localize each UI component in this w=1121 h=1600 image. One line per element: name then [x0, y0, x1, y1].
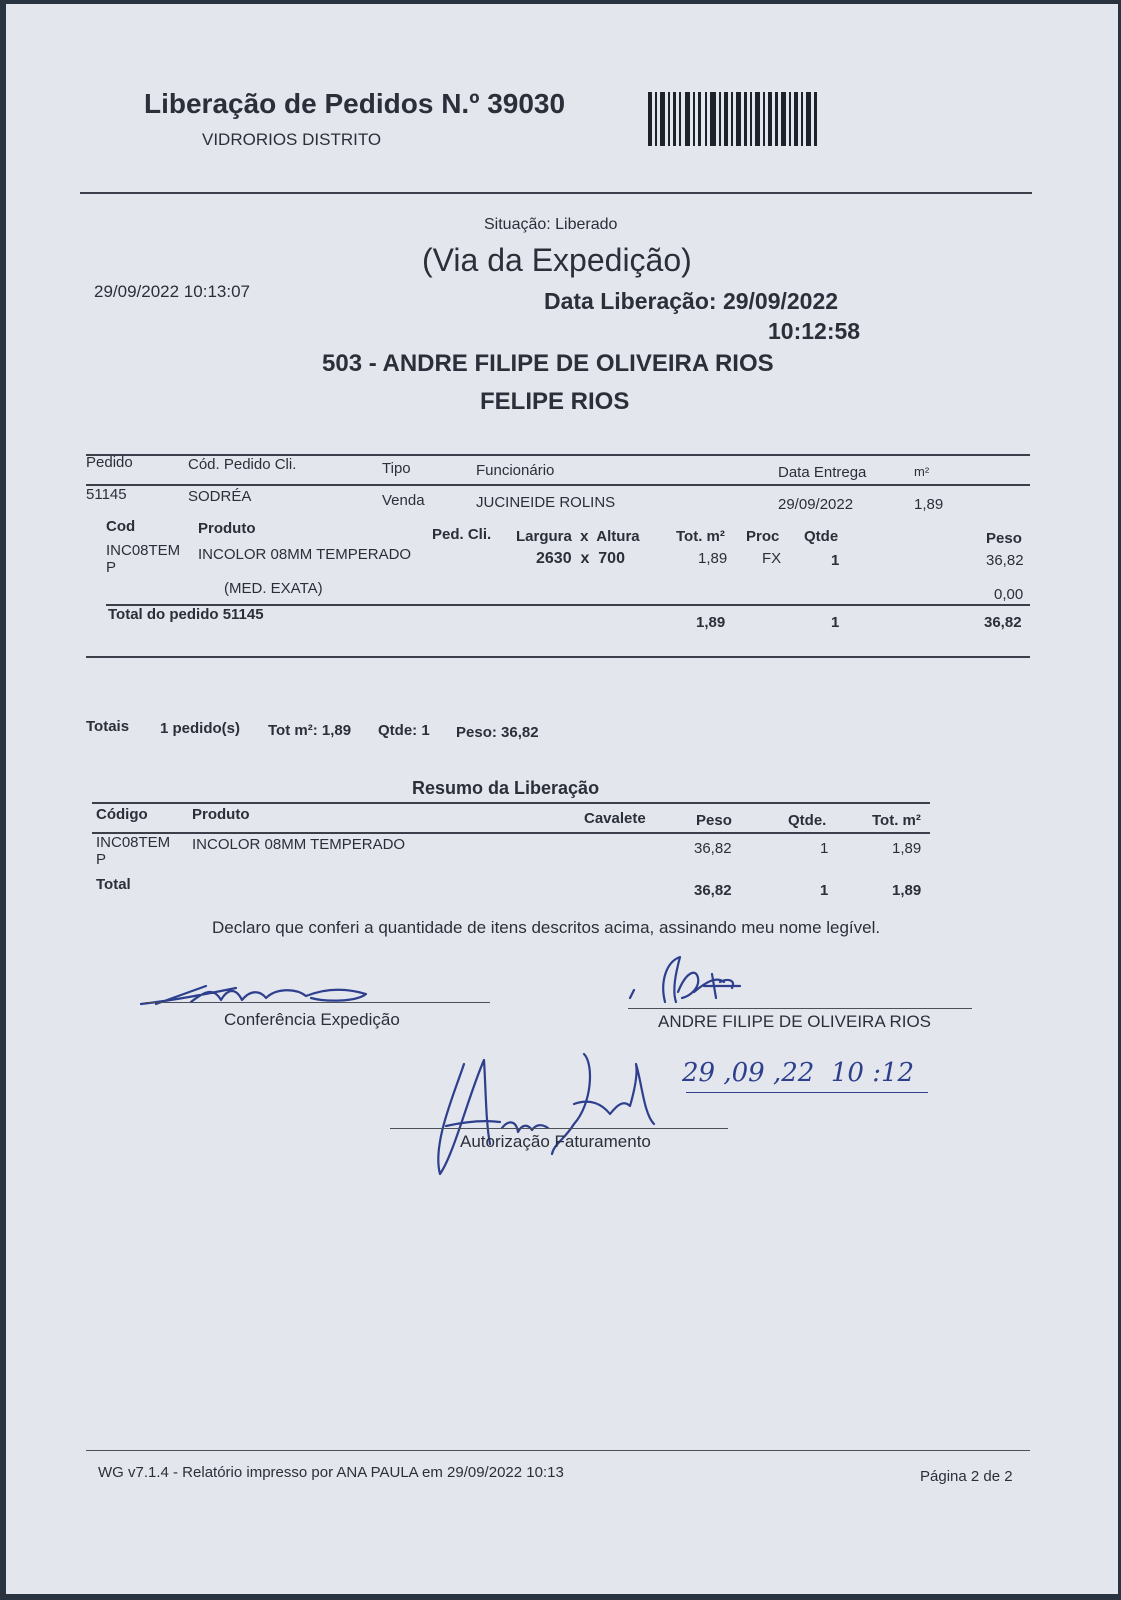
conferencia-signature-icon: [136, 980, 386, 1010]
totals-pedidos: 1 pedido(s): [160, 720, 241, 737]
order-tipo: Venda: [382, 492, 425, 509]
col-header-data-entrega: Data Entrega: [778, 464, 867, 481]
order-pedido: 51145: [86, 486, 127, 503]
client-signature-icon: [620, 952, 750, 1012]
item-cod-line1: INC08TEM: [106, 542, 181, 559]
handwritten-date: 29 ,09 ,22 10 :12: [682, 1058, 915, 1088]
order-cod-cli: SODRÉA: [188, 488, 252, 505]
client-signature-line: [628, 1008, 972, 1009]
company-name: VIDRORIOS DISTRITO: [202, 130, 382, 149]
item-largura-altura: 2630 x 700: [536, 550, 625, 567]
item-cod: [106, 542, 180, 576]
document-page: [6, 4, 1118, 1594]
item-header-cod: Cod: [106, 518, 136, 535]
declaration-text: Declaro que conferi a quantidade de itens descritos acima, assinando meu nome legível.: [212, 918, 881, 937]
header-divider: [80, 192, 1032, 194]
client-name: 503 - ANDRE FILIPE DE OLIVEIRA RIOS: [322, 350, 774, 377]
item-proc: FX: [762, 550, 782, 567]
item-header-peso: Peso: [986, 530, 1022, 547]
item-note-peso: 0,00: [994, 586, 1024, 603]
summary-header-rule: [92, 832, 930, 834]
item-header-proc: Proc: [746, 528, 780, 545]
order-data-entrega: 29/09/2022: [778, 496, 854, 513]
item-header-ped-cli: Ped. Cli.: [432, 526, 492, 543]
hora-liberacao: 10:12:58: [768, 318, 861, 344]
item-header-produto: Produto: [198, 520, 256, 537]
order-total-qtde: 1: [831, 614, 840, 631]
totals-label: Totais: [86, 718, 130, 735]
summary-codigo-line2: P: [96, 851, 107, 868]
item-note: (MED. EXATA): [224, 580, 323, 597]
footer-rule: [86, 1450, 1030, 1451]
summary-header-codigo: Código: [96, 806, 148, 823]
item-peso: 36,82: [986, 552, 1024, 569]
summary-qtde: 1: [820, 840, 829, 857]
printed-datetime: 29/09/2022 10:13:07: [94, 282, 250, 301]
totals-tot-m2: Tot m²: 1,89: [268, 722, 352, 739]
col-header-m2: m²: [914, 464, 930, 479]
summary-header-produto: Produto: [192, 806, 250, 823]
order-m2: 1,89: [914, 496, 944, 513]
barcode-icon: [648, 92, 818, 146]
data-liberacao: Data Liberação: 29/09/2022: [544, 288, 839, 314]
via-label: (Via da Expedição): [422, 242, 692, 278]
item-tot-m2: 1,89: [698, 550, 728, 567]
conferencia-label: Conferência Expedição: [224, 1010, 400, 1029]
summary-codigo: [96, 834, 170, 868]
summary-total-peso: 36,82: [694, 882, 732, 899]
order-funcionario: JUCINEIDE ROLINS: [476, 494, 616, 511]
col-header-pedido: Pedido: [86, 454, 133, 471]
totals-qtde: Qtde: 1: [378, 722, 430, 739]
item-qtde: 1: [831, 552, 840, 569]
summary-header-tot-m2: Tot. m²: [872, 812, 921, 829]
summary-produto: INCOLOR 08MM TEMPERADO: [192, 836, 406, 853]
summary-total-m2: 1,89: [892, 882, 922, 899]
item-produto: INCOLOR 08MM TEMPERADO: [198, 546, 412, 563]
situacao-label: Situação: Liberado: [484, 216, 618, 233]
conferencia-signature-line: [146, 1002, 490, 1003]
col-header-cod-pedido-cli: Cód. Pedido Cli.: [188, 456, 297, 473]
order-total-m2: 1,89: [696, 614, 726, 631]
item-header-largura-altura: Largura x Altura: [516, 528, 640, 545]
totals-peso: Peso: 36,82: [456, 724, 539, 741]
document-title: Liberação de Pedidos N.º 39030: [144, 88, 566, 119]
client-signature-label: ANDRE FILIPE DE OLIVEIRA RIOS: [658, 1012, 932, 1031]
summary-header-qtde: Qtde.: [788, 812, 827, 829]
order-table-bottom-rule: [86, 656, 1030, 658]
client-nickname: FELIPE RIOS: [480, 388, 630, 415]
item-header-qtde: Qtde: [804, 528, 839, 545]
summary-total-qtde: 1: [820, 882, 829, 899]
summary-top-rule: [92, 802, 930, 804]
item-header-tot-m2: Tot. m²: [676, 528, 725, 545]
order-total-peso: 36,82: [984, 614, 1022, 631]
handwritten-date-underline: [686, 1092, 928, 1093]
footer-left: WG v7.1.4 - Relatório impresso por ANA PAULA em 29/09/2022 10:13: [98, 1464, 564, 1481]
summary-peso: 36,82: [694, 840, 732, 857]
summary-title: Resumo da Liberação: [412, 778, 600, 798]
col-header-tipo: Tipo: [382, 460, 411, 477]
item-cod-line2: P: [106, 559, 117, 576]
col-header-funcionario: Funcionário: [476, 462, 555, 479]
summary-header-cavalete: Cavalete: [584, 810, 646, 827]
summary-tot-m2: 1,89: [892, 840, 922, 857]
footer-page: Página 2 de 2: [920, 1468, 1013, 1485]
autorizacao-label: Autorização Faturamento: [460, 1132, 651, 1151]
order-total-label: Total do pedido 51145: [108, 606, 264, 623]
summary-header-peso: Peso: [696, 812, 732, 829]
autorizacao-signature-line: [390, 1128, 728, 1129]
order-table-header-rule: [86, 484, 1030, 486]
summary-total-label: Total: [96, 876, 131, 893]
summary-codigo-line1: INC08TEM: [96, 834, 171, 851]
autorizacao-signature-icon: [424, 1044, 664, 1184]
